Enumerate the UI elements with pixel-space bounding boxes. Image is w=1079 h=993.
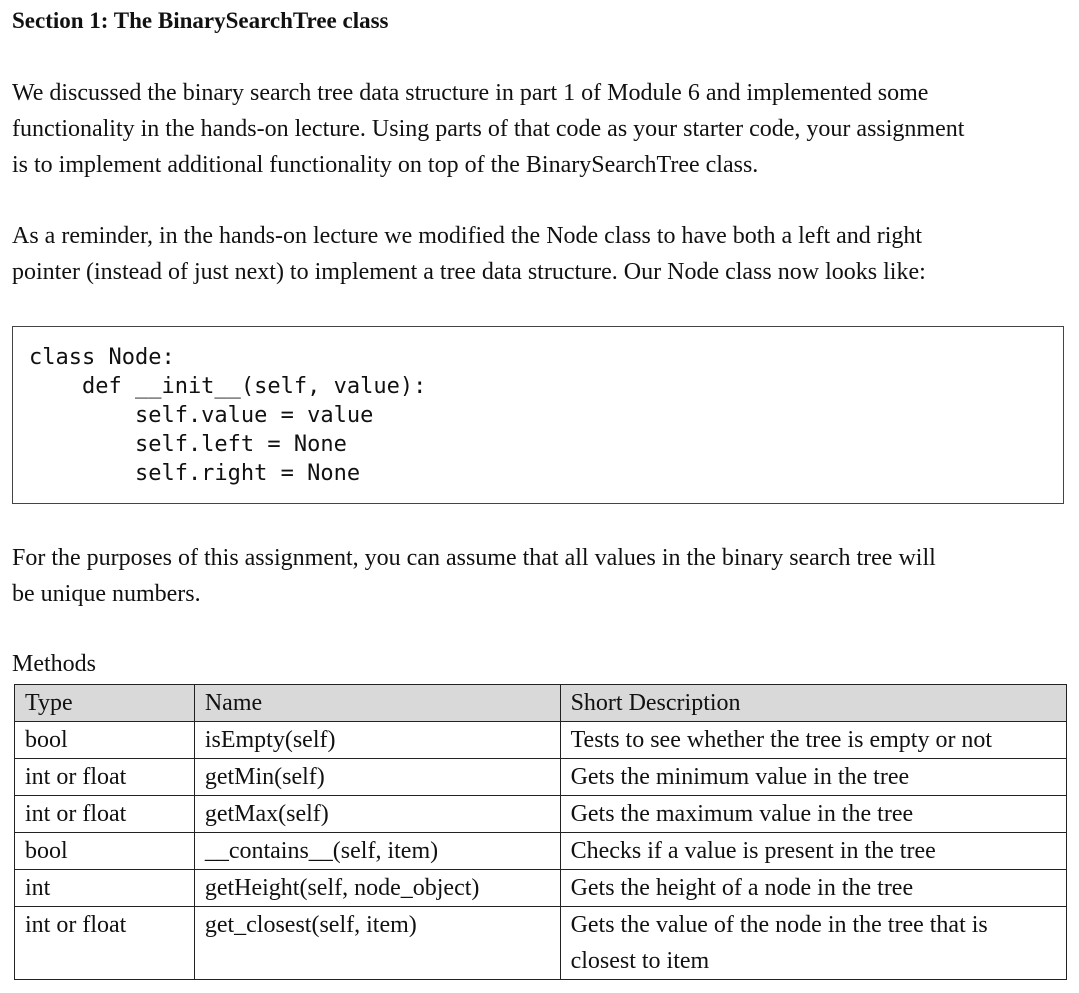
- cell-name: isEmpty(self): [194, 722, 560, 759]
- cell-type: int or float: [15, 759, 195, 796]
- methods-label: Methods: [12, 651, 96, 677]
- cell-type: int or float: [15, 796, 195, 833]
- table-row: [15, 759, 1067, 796]
- cell-description: Gets the height of a node in the tree: [560, 870, 1066, 907]
- code-line: self.left = None: [29, 432, 347, 457]
- table-row: [15, 870, 1067, 907]
- code-line: self.value = value: [29, 403, 374, 428]
- table-row: [15, 796, 1067, 833]
- paragraph-line: pointer (instead of just next) to implement a tree data structure. Our Node class now looks like:: [12, 259, 926, 285]
- cell-description: Gets the maximum value in the tree: [560, 796, 1066, 833]
- paragraph-line: be unique numbers.: [12, 581, 201, 607]
- table-row: [15, 907, 1067, 980]
- table-row: [15, 833, 1067, 870]
- cell-name: __contains__(self, item): [194, 833, 560, 870]
- code-block: [12, 326, 1064, 504]
- header-description: Short Description: [560, 685, 1066, 722]
- header-name: Name: [194, 685, 560, 722]
- paragraph-line: We discussed the binary search tree data structure in part 1 of Module 6 and implemented some: [12, 80, 929, 106]
- cell-description: Gets the minimum value in the tree: [560, 759, 1066, 796]
- cell-description: Gets the value of the node in the tree that is closest to item: [560, 907, 1066, 980]
- cell-description: Tests to see whether the tree is empty or not: [560, 722, 1066, 759]
- cell-type: int or float: [15, 907, 195, 980]
- code-line: self.right = None: [29, 461, 361, 486]
- paragraph-line: is to implement additional functionality on top of the BinarySearchTree class.: [12, 152, 759, 178]
- table-header-row: [15, 685, 1067, 722]
- cell-type: int: [15, 870, 195, 907]
- header-type: Type: [15, 685, 195, 722]
- cell-description: Checks if a value is present in the tree: [560, 833, 1066, 870]
- paragraph-line: For the purposes of this assignment, you can assume that all values in the binary search tree will: [12, 545, 936, 571]
- paragraph-line: As a reminder, in the hands-on lecture we modified the Node class to have both a left and right: [12, 223, 923, 249]
- section-heading: Section 1: The BinarySearchTree class: [12, 8, 389, 33]
- paragraph-line: functionality in the hands-on lecture. Using parts of that code as your starter code, your assignment: [12, 116, 965, 142]
- cell-type: bool: [15, 722, 195, 759]
- cell-name: getMax(self): [194, 796, 560, 833]
- table-row: [15, 722, 1067, 759]
- assumption-paragraph: [12, 540, 1070, 612]
- methods-table: [14, 684, 1067, 980]
- code-line: class Node:: [29, 345, 175, 370]
- reminder-paragraph: [12, 218, 1070, 290]
- cell-name: getMin(self): [194, 759, 560, 796]
- intro-paragraph: [12, 75, 1070, 183]
- cell-type: bool: [15, 833, 195, 870]
- cell-name: getHeight(self, node_object): [194, 870, 560, 907]
- code-line: def __init__(self, value):: [29, 374, 427, 399]
- cell-name: get_closest(self, item): [194, 907, 560, 980]
